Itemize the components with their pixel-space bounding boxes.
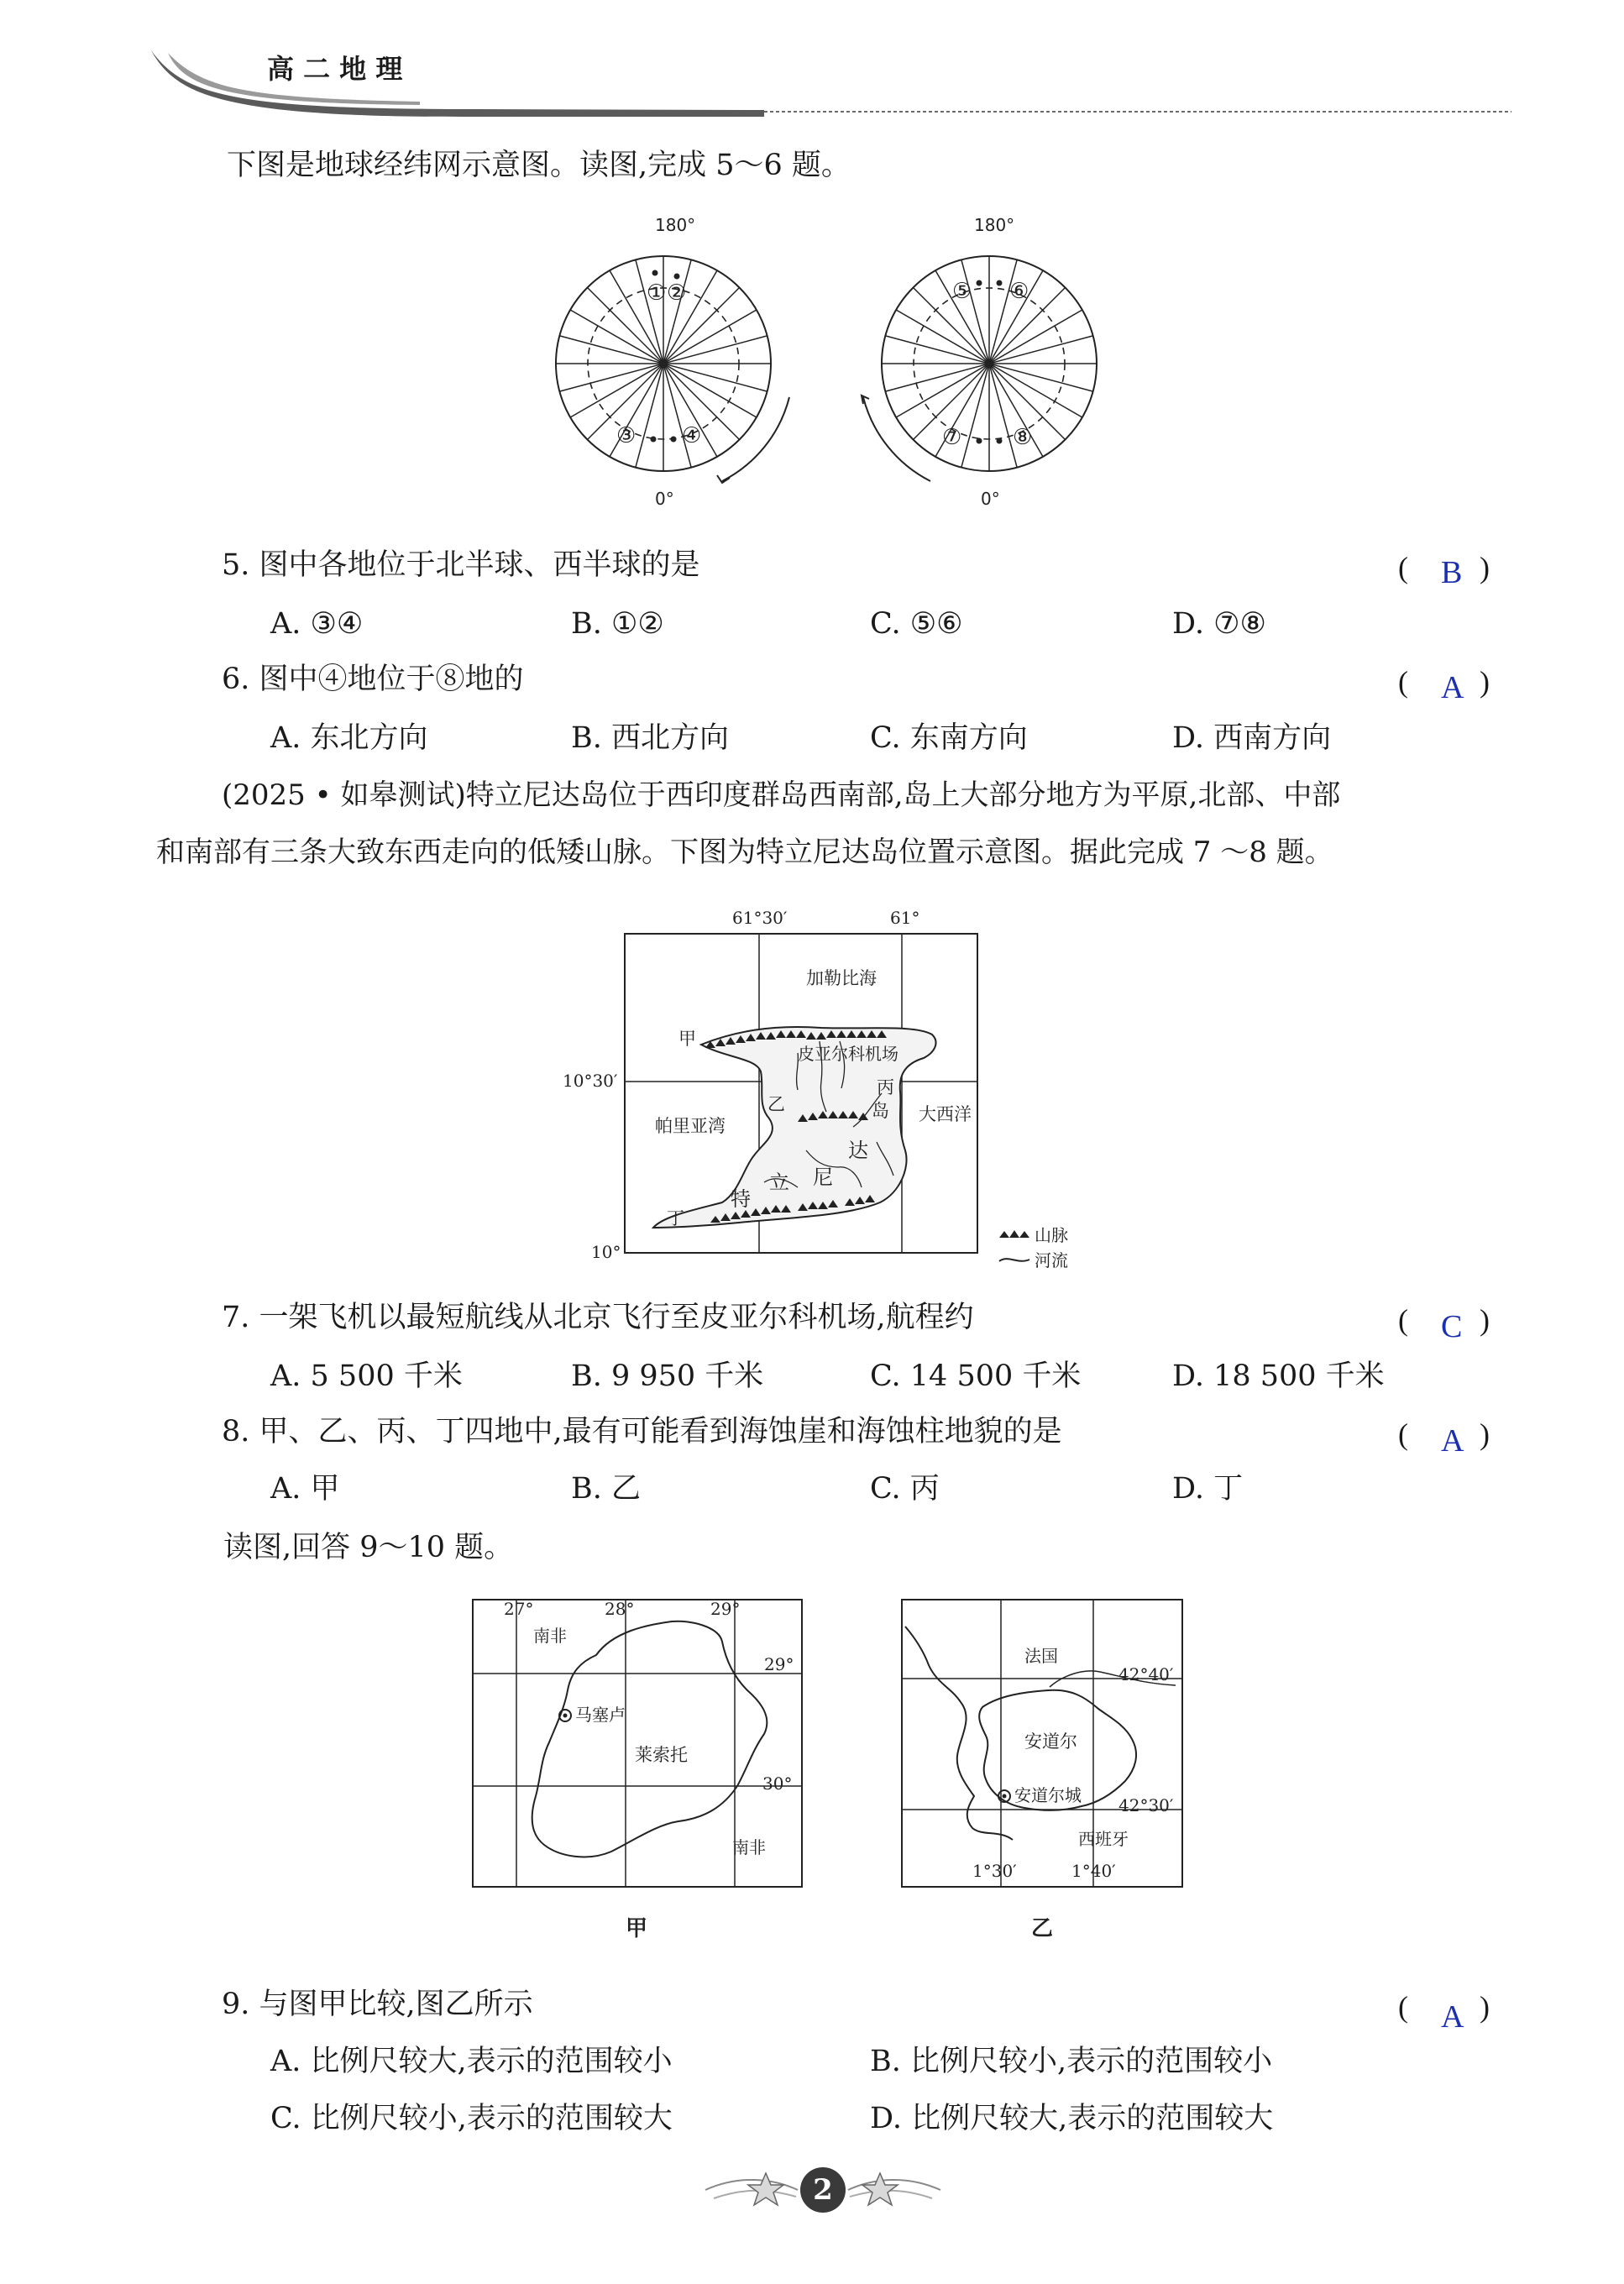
q8-option-b: B. 乙 bbox=[571, 1472, 641, 1506]
trinidad-char-da: 达 bbox=[848, 1139, 868, 1162]
trinidad-legend bbox=[999, 1225, 1068, 1270]
trinidad-airport-label: 皮亚尔科机场 bbox=[798, 1044, 898, 1064]
q6-option-d: D. 西南方向 bbox=[1172, 721, 1332, 755]
trinidad-lon-right: 61° bbox=[890, 908, 920, 928]
map-jia-lon-27: 27° bbox=[504, 1599, 534, 1619]
trinidad-char-li: 立 bbox=[769, 1171, 789, 1194]
q5-stem: 5. 图中各地位于北半球、西半球的是 bbox=[222, 548, 700, 582]
polar-diagram-right bbox=[848, 214, 1150, 516]
q5-option-a: A. ③④ bbox=[270, 607, 364, 641]
polar-right-bottom-label: 0° bbox=[981, 489, 1000, 509]
map-jia-south-africa-top: 南非 bbox=[533, 1626, 567, 1646]
q6-option-c: C. 东南方向 bbox=[870, 721, 1028, 755]
q6-stem: 6. 图中④地位于⑧地的 bbox=[222, 663, 524, 696]
q7-stem: 7. 一架飞机以最短航线从北京飞行至皮亚尔科机场,航程约 bbox=[222, 1301, 974, 1334]
q9-option-d: D. 比例尺较大,表示的范围较大 bbox=[870, 2102, 1274, 2135]
polar-left-point-3: ③ bbox=[616, 423, 637, 448]
trinidad-map bbox=[554, 898, 1108, 1293]
polar-left-bottom-label: 0° bbox=[655, 489, 674, 509]
map-jia-lat-30: 30° bbox=[762, 1773, 793, 1794]
legend-river-label: 河流 bbox=[1035, 1250, 1068, 1270]
q5-close-paren: ) bbox=[1480, 551, 1490, 584]
q9-stem: 9. 与图甲比较,图乙所示 bbox=[222, 1988, 533, 2021]
trinidad-gulf-label: 帕里亚湾 bbox=[655, 1116, 726, 1136]
q7-open-paren: ( bbox=[1398, 1303, 1408, 1337]
trinidad-char-te: 特 bbox=[731, 1187, 751, 1211]
map-jia-country-label: 莱索托 bbox=[635, 1745, 688, 1765]
map-yi-lon-130: 1°30′ bbox=[972, 1861, 1017, 1881]
mountain-legend-icon bbox=[999, 1230, 1029, 1238]
q8-answer: A bbox=[1441, 1423, 1464, 1459]
q5-open-paren: ( bbox=[1398, 551, 1408, 584]
trinidad-bing-label: 丙 bbox=[877, 1077, 894, 1097]
q5-option-c: C. ⑤⑥ bbox=[870, 607, 963, 641]
q9-close-paren: ) bbox=[1480, 1990, 1490, 2024]
q7-close-paren: ) bbox=[1480, 1303, 1490, 1337]
intro-7-8-line-1: (2025 • 如皋测试)特立尼达岛位于西印度群岛西南部,岛上大部分地方为平原,北部、中部 bbox=[222, 778, 1341, 812]
q8-stem: 8. 甲、乙、丙、丁四地中,最有可能看到海蚀崖和海蚀柱地貌的是 bbox=[222, 1415, 1062, 1448]
q6-answer: A bbox=[1441, 670, 1464, 705]
map-yi-country-label: 安道尔 bbox=[1024, 1731, 1077, 1752]
trinidad-yi-label: 乙 bbox=[767, 1094, 785, 1114]
map-jia-lat-29: 29° bbox=[764, 1654, 794, 1674]
intro-9-10: 读图,回答 9～10 题。 bbox=[223, 1531, 514, 1564]
q7-option-d: D. 18 500 千米 bbox=[1172, 1359, 1385, 1393]
q7-option-c: C. 14 500 千米 bbox=[870, 1359, 1082, 1393]
map-yi-capital-label: 安道尔城 bbox=[1014, 1785, 1082, 1805]
map-yi-lat-4230: 42°30′ bbox=[1118, 1795, 1174, 1815]
map-jia-caption: 甲 bbox=[626, 1916, 648, 1941]
q6-open-paren: ( bbox=[1398, 665, 1408, 699]
q9-option-c: C. 比例尺较小,表示的范围较大 bbox=[270, 2102, 673, 2135]
polar-left-point-4: ④ bbox=[682, 423, 702, 448]
polar-right-point-8: ⑧ bbox=[1013, 425, 1033, 450]
map-yi-lon-140: 1°40′ bbox=[1071, 1861, 1116, 1881]
polar-left-point-2: ② bbox=[667, 280, 687, 306]
q5-option-b: B. ①② bbox=[571, 607, 664, 641]
polar-left-point-1: ① bbox=[647, 280, 667, 306]
q8-close-paren: ) bbox=[1480, 1417, 1490, 1451]
trinidad-char-ni: 尼 bbox=[813, 1166, 833, 1189]
legend-mountain-label: 山脉 bbox=[1035, 1225, 1068, 1245]
header-subject: 高 二 地 理 bbox=[267, 53, 403, 85]
q9-option-a: A. 比例尺较大,表示的范围较小 bbox=[270, 2045, 673, 2078]
q5-answer: B bbox=[1441, 555, 1463, 590]
q7-option-a: A. 5 500 千米 bbox=[270, 1359, 463, 1393]
polar-right-point-7: ⑦ bbox=[942, 425, 962, 450]
trinidad-jia-label: 甲 bbox=[678, 1029, 696, 1049]
q9-open-paren: ( bbox=[1398, 1990, 1408, 2024]
map-jia-capital-label: 马塞卢 bbox=[575, 1705, 626, 1725]
q9-answer: A bbox=[1441, 1999, 1464, 2035]
map-yi-caption: 乙 bbox=[1031, 1916, 1054, 1941]
map-yi-spain-label: 西班牙 bbox=[1078, 1829, 1129, 1849]
trinidad-lat-bottom: 10° bbox=[591, 1242, 621, 1262]
q7-option-b: B. 9 950 千米 bbox=[571, 1359, 764, 1393]
q8-option-a: A. 甲 bbox=[270, 1472, 340, 1506]
q6-option-b: B. 西北方向 bbox=[571, 721, 729, 755]
q6-close-paren: ) bbox=[1480, 665, 1490, 699]
trinidad-atlantic-label: 大西洋 bbox=[919, 1104, 972, 1124]
map-jia bbox=[470, 1591, 823, 1944]
river-legend-icon bbox=[999, 1259, 1029, 1261]
trinidad-lat-mid: 10°30′ bbox=[563, 1071, 618, 1091]
trinidad-caribbean-label: 加勒比海 bbox=[806, 968, 877, 988]
polar-right-point-5: ⑤ bbox=[952, 279, 972, 304]
polar-right-top-label: 180° bbox=[974, 215, 1015, 235]
q6-option-a: A. 东北方向 bbox=[270, 721, 428, 755]
map-yi-france-label: 法国 bbox=[1024, 1646, 1058, 1666]
trinidad-lon-left: 61°30′ bbox=[732, 908, 788, 928]
intro-5-6: 下图是地球经纬网示意图。读图,完成 5～6 题。 bbox=[227, 149, 851, 182]
map-jia-lon-28: 28° bbox=[605, 1599, 635, 1619]
map-jia-south-africa-bottom: 南非 bbox=[732, 1837, 766, 1857]
q8-option-c: C. 丙 bbox=[870, 1472, 940, 1506]
q5-option-d: D. ⑦⑧ bbox=[1172, 607, 1266, 641]
q8-open-paren: ( bbox=[1398, 1417, 1408, 1451]
page-number: 2 bbox=[813, 2173, 833, 2207]
map-jia-lon-29: 29° bbox=[710, 1599, 741, 1619]
q7-answer: C bbox=[1441, 1309, 1463, 1344]
polar-right-point-6: ⑥ bbox=[1009, 279, 1029, 304]
trinidad-dao-label: 岛 bbox=[872, 1101, 889, 1121]
q9-option-b: B. 比例尺较小,表示的范围较小 bbox=[870, 2045, 1273, 2078]
map-yi bbox=[898, 1591, 1201, 1944]
polar-left-top-label: 180° bbox=[655, 215, 696, 235]
q8-option-d: D. 丁 bbox=[1172, 1472, 1244, 1506]
map-yi-lat-4240: 42°40′ bbox=[1118, 1664, 1174, 1684]
trinidad-ding-label: 丁 bbox=[667, 1208, 684, 1228]
intro-7-8-line-2: 和南部有三条大致东西走向的低矮山脉。下图为特立尼达岛位置示意图。据此完成 7 ～8 题。 bbox=[156, 836, 1333, 869]
